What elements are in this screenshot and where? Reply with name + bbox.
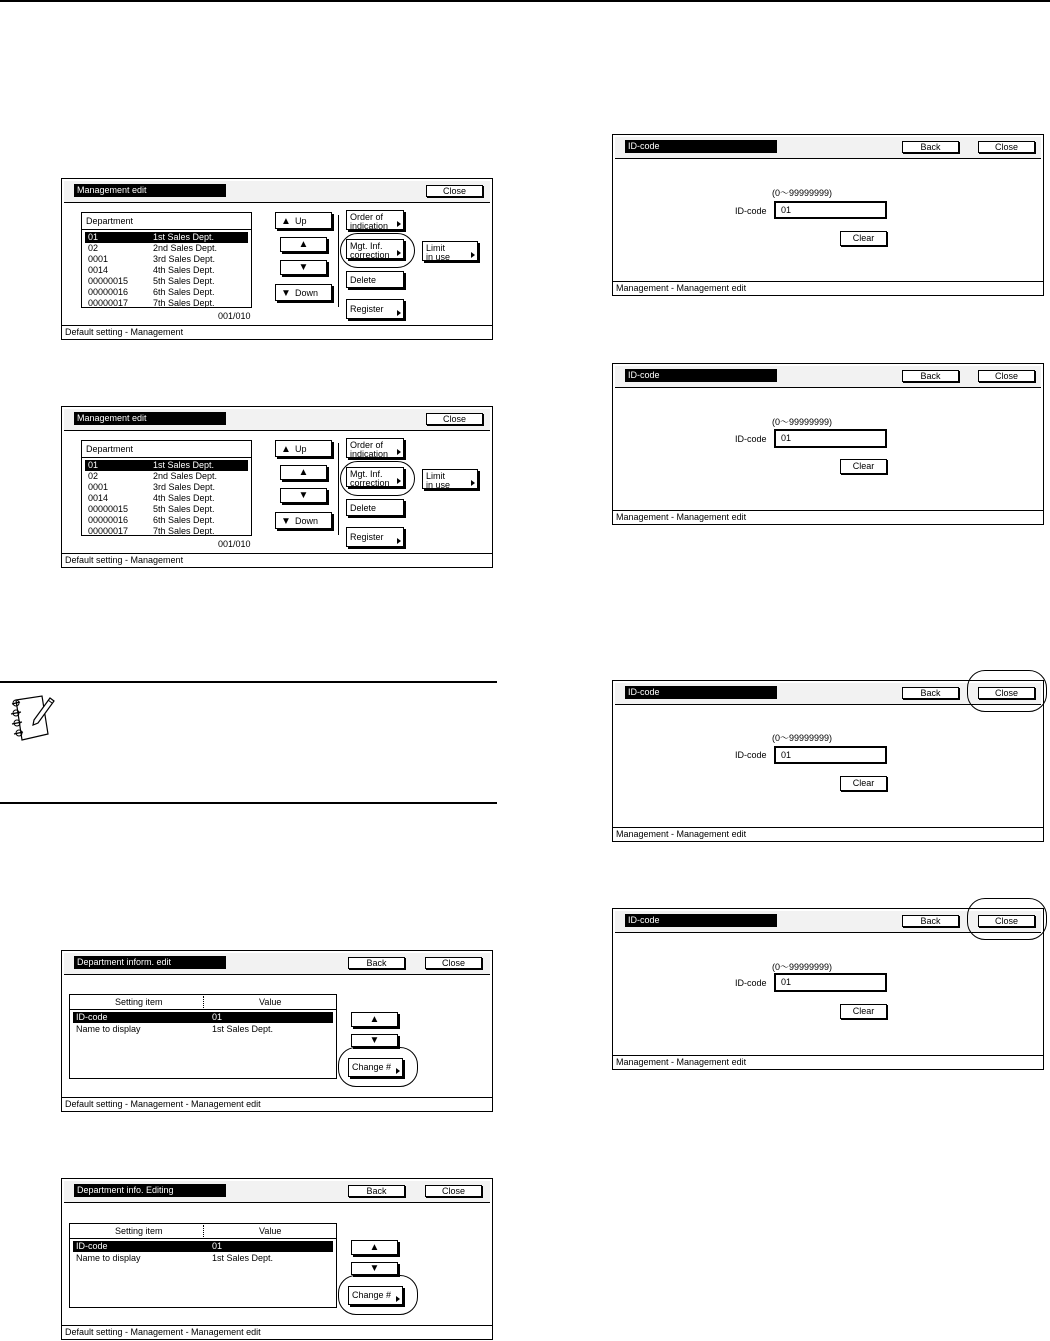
mgt-inf-correction-button[interactable]: Mgt. Inf. correction	[346, 467, 404, 487]
notepad-icon	[4, 690, 56, 750]
title-bar	[64, 181, 490, 203]
list-item[interactable]: 00000017 7th Sales Dept.	[88, 298, 215, 308]
screen-title: ID-code	[625, 140, 777, 153]
id-code-screen-3	[612, 680, 1044, 842]
scroll-up-button[interactable]	[351, 1240, 398, 1255]
register-button[interactable]: Register	[346, 299, 404, 319]
register-button[interactable]: Register	[346, 527, 404, 547]
note-top-rule	[0, 681, 497, 683]
management-edit-screen-2	[61, 406, 493, 568]
list-item[interactable]: 02 2nd Sales Dept.	[88, 471, 218, 481]
list-item[interactable]: 0001 3rd Sales Dept.	[88, 254, 216, 264]
status-bar: Management - Management edit	[613, 1055, 1043, 1069]
id-code-field[interactable]: 01	[774, 746, 887, 764]
setting-table	[69, 1223, 337, 1308]
scroll-down-button[interactable]	[351, 1262, 398, 1275]
scroll-down-button[interactable]	[280, 260, 327, 275]
back-button[interactable]: Back	[902, 370, 959, 382]
id-code-label: ID-code	[735, 750, 767, 760]
up-triangle-icon: ▲	[369, 1242, 380, 1253]
up-triangle-icon: ▲	[369, 1014, 380, 1025]
table-row[interactable]: ID-code 01	[73, 1012, 333, 1023]
scroll-down-button[interactable]	[280, 488, 327, 503]
id-code-field[interactable]: 01	[774, 201, 887, 219]
list-item[interactable]: 00000017 7th Sales Dept.	[88, 526, 215, 536]
limit-in-use-button[interactable]: Limit in use	[422, 469, 478, 489]
screen-title: Department inform. edit	[74, 956, 226, 969]
scroll-up-button[interactable]	[280, 465, 327, 480]
separator	[338, 443, 339, 535]
order-of-indication-button[interactable]: Order of indication	[346, 438, 404, 458]
close-button[interactable]: Close	[978, 141, 1035, 153]
clear-button[interactable]: Clear	[840, 231, 887, 246]
close-button[interactable]: Close	[978, 687, 1035, 699]
mgt-inf-correction-button[interactable]: Mgt. Inf. correction	[346, 239, 404, 259]
list-item[interactable]: 0001 3rd Sales Dept.	[88, 482, 216, 492]
range-text: (0～99999999)	[772, 417, 833, 427]
table-row[interactable]: Name to display 1st Sales Dept.	[76, 1024, 274, 1034]
range-text: (0～99999999)	[772, 188, 833, 198]
title-bar	[64, 409, 490, 431]
screen-title: ID-code	[625, 369, 777, 382]
clear-button[interactable]: Clear	[840, 1004, 887, 1019]
close-button[interactable]: Close	[425, 957, 482, 969]
back-button[interactable]: Back	[902, 141, 959, 153]
close-button[interactable]: Close	[426, 413, 483, 425]
down-triangle-icon: ▼	[281, 288, 291, 299]
title-bar	[615, 366, 1041, 388]
list-header: Department	[86, 444, 134, 454]
up-triangle-icon: ▲	[281, 444, 291, 455]
down-button[interactable]: ▼ Down	[275, 284, 332, 301]
page-counter: 001/010	[218, 539, 251, 549]
id-code-screen-1	[612, 134, 1044, 296]
status-bar: Default setting - Management	[62, 553, 492, 567]
limit-in-use-button[interactable]: Limit in use	[422, 241, 478, 261]
scroll-up-button[interactable]	[351, 1012, 398, 1027]
title-bar	[615, 911, 1041, 933]
list-item[interactable]: 00000015 5th Sales Dept.	[88, 504, 215, 514]
clear-button[interactable]: Clear	[840, 459, 887, 474]
list-item[interactable]: 00000015 5th Sales Dept.	[88, 276, 215, 286]
id-code-screen-2	[612, 363, 1044, 525]
list-header: Department	[86, 216, 134, 226]
screen-title: Management edit	[74, 184, 226, 197]
up-button[interactable]: ▲ Up	[275, 440, 332, 457]
id-code-label: ID-code	[735, 978, 767, 988]
status-bar: Management - Management edit	[613, 510, 1043, 524]
down-triangle-icon: ▼	[298, 262, 309, 273]
title-bar	[615, 137, 1041, 159]
list-item[interactable]: 00000016 6th Sales Dept.	[88, 515, 215, 525]
close-button[interactable]: Close	[425, 1185, 482, 1197]
table-row[interactable]: Name to display 1st Sales Dept.	[76, 1253, 274, 1263]
list-item[interactable]: 02 2nd Sales Dept.	[88, 243, 218, 253]
back-button[interactable]: Back	[902, 687, 959, 699]
down-button[interactable]: ▼ Down	[275, 512, 332, 529]
up-triangle-icon: ▲	[281, 216, 291, 227]
down-triangle-icon: ▼	[369, 1035, 380, 1046]
up-triangle-icon: ▲	[298, 467, 309, 478]
title-bar	[64, 1181, 490, 1203]
id-code-field[interactable]: 01	[774, 429, 887, 448]
down-triangle-icon: ▼	[298, 490, 309, 501]
department-edit-screen-2	[61, 1178, 493, 1340]
management-edit-screen-1	[61, 178, 493, 340]
status-bar: Default setting - Management - Management edit	[62, 1325, 492, 1339]
id-code-screen-4	[612, 908, 1044, 1070]
id-code-label: ID-code	[735, 206, 767, 216]
up-button[interactable]: ▲ Up	[275, 212, 332, 229]
setting-table	[69, 994, 337, 1079]
screen-title: ID-code	[625, 686, 777, 699]
range-text: (0～99999999)	[772, 733, 833, 743]
department-list	[81, 212, 252, 308]
column-header-value: Value	[259, 1226, 282, 1236]
status-bar: Management - Management edit	[613, 281, 1043, 295]
table-row[interactable]: ID-code 01	[73, 1241, 333, 1252]
clear-button[interactable]: Clear	[840, 776, 887, 791]
change-number-button[interactable]: Change #	[348, 1058, 403, 1077]
order-of-indication-button[interactable]: Order of indication	[346, 210, 404, 230]
status-bar: Default setting - Management - Management edit	[62, 1097, 492, 1111]
title-bar	[615, 683, 1041, 705]
close-button[interactable]: Close	[978, 915, 1035, 927]
column-header-item: Setting item	[115, 997, 163, 1007]
screen-title: Management edit	[74, 412, 226, 425]
scroll-up-button[interactable]	[280, 237, 327, 252]
delete-button[interactable]: Delete	[346, 499, 404, 516]
back-button[interactable]: Back	[902, 915, 959, 927]
range-text: (0～99999999)	[772, 962, 833, 972]
delete-button[interactable]: Delete	[346, 271, 404, 288]
screen-title: ID-code	[625, 914, 777, 927]
note-bottom-rule	[0, 802, 497, 804]
back-button[interactable]: Back	[348, 957, 405, 969]
status-bar: Default setting - Management	[62, 325, 492, 339]
back-button[interactable]: Back	[348, 1185, 405, 1197]
scroll-down-button[interactable]	[351, 1034, 398, 1047]
screen-title: Department info. Editing	[74, 1184, 226, 1197]
close-button[interactable]: Close	[426, 185, 483, 197]
list-item[interactable]: 01 1st Sales Dept.	[85, 232, 248, 243]
list-item[interactable]: 0014 4th Sales Dept.	[88, 265, 215, 275]
status-bar: Management - Management edit	[613, 827, 1043, 841]
down-triangle-icon: ▼	[369, 1263, 380, 1274]
separator	[338, 215, 339, 307]
column-header-item: Setting item	[115, 1226, 163, 1236]
department-list	[81, 440, 252, 536]
change-number-button[interactable]: Change #	[348, 1286, 403, 1305]
title-bar	[64, 953, 490, 975]
list-item[interactable]: 0014 4th Sales Dept.	[88, 493, 215, 503]
column-header-value: Value	[259, 997, 282, 1007]
department-edit-screen-1	[61, 950, 493, 1112]
id-code-field[interactable]: 01	[774, 973, 887, 992]
page-counter: 001/010	[218, 311, 251, 321]
page-top-rule	[0, 0, 1050, 2]
list-item[interactable]: 00000016 6th Sales Dept.	[88, 287, 215, 297]
id-code-label: ID-code	[735, 434, 767, 444]
up-triangle-icon: ▲	[298, 239, 309, 250]
list-item[interactable]: 01 1st Sales Dept.	[85, 460, 248, 471]
down-triangle-icon: ▼	[281, 516, 291, 527]
close-button[interactable]: Close	[978, 370, 1035, 382]
